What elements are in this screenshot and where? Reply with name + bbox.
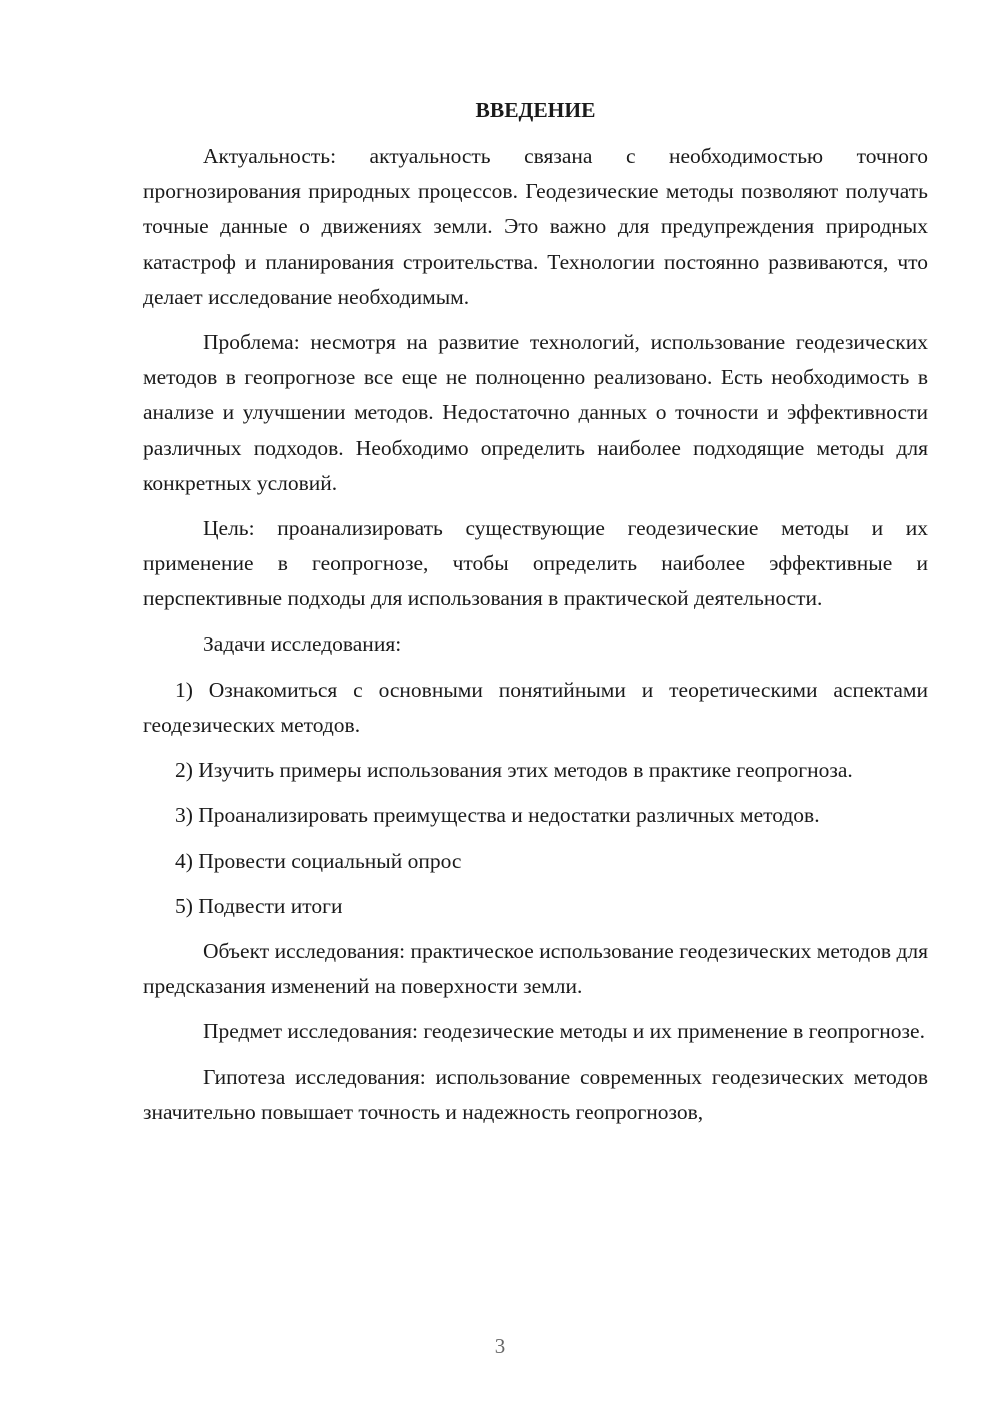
section-title: ВВЕДЕНИЕ [475,98,596,122]
page-number: 3 [494,1334,506,1358]
relevance-paragraph: Актуальность: актуальность связана с необходимостью точного прогнозирования природных процессов. Геодезические методы позволяют получать точные данные о движениях земли. Это важно для предупреждения природных катастроф и планирования строительства. Технологии постоянно развиваются, что делает исследование необходимым. [143,144,928,309]
task-item-2: 2) Изучить примеры использования этих методов в практике геопрогноза. [175,758,853,783]
task-item-5: 5) Подвести итоги [175,893,343,918]
hypothesis-paragraph: Гипотеза исследования: использование современных геодезических методов значительно повышает точность и надежность геопрогнозов, [143,1064,928,1124]
goal-paragraph: Цель: проанализировать существующие геодезические методы и их применение в геопрогнозе, чтобы определить наиболее эффективные и перспективные подходы для использования в практической деятельности. [143,516,928,611]
task-item-3: 3) Проанализировать преимущества и недостатки различных методов. [175,803,820,828]
document-page [143,93,928,1140]
task-item-1: 1) Ознакомиться с основными понятийными и теоретическими аспектами геодезических методов. [143,677,928,738]
subject-paragraph: Предмет исследования: геодезические методы и их применение в геопрогнозе. [203,1019,925,1044]
task-item-4: 4) Провести социальный опрос [175,848,462,873]
object-paragraph: Объект исследования: практическое использование геодезических методов для предсказания изменений на поверхности земли. [143,939,928,999]
tasks-heading: Задачи исследования: [203,631,402,656]
problem-paragraph: Проблема: несмотря на развитие технологий, использование геодезических методов в геопрогнозе все еще не полноценно реализовано. Есть необходимость в анализе и улучшении методов. Недостаточно данных о точности и эффективности различных подходов. Необходимо определить наиболее подходящие методы для конкретных условий. [143,330,928,495]
